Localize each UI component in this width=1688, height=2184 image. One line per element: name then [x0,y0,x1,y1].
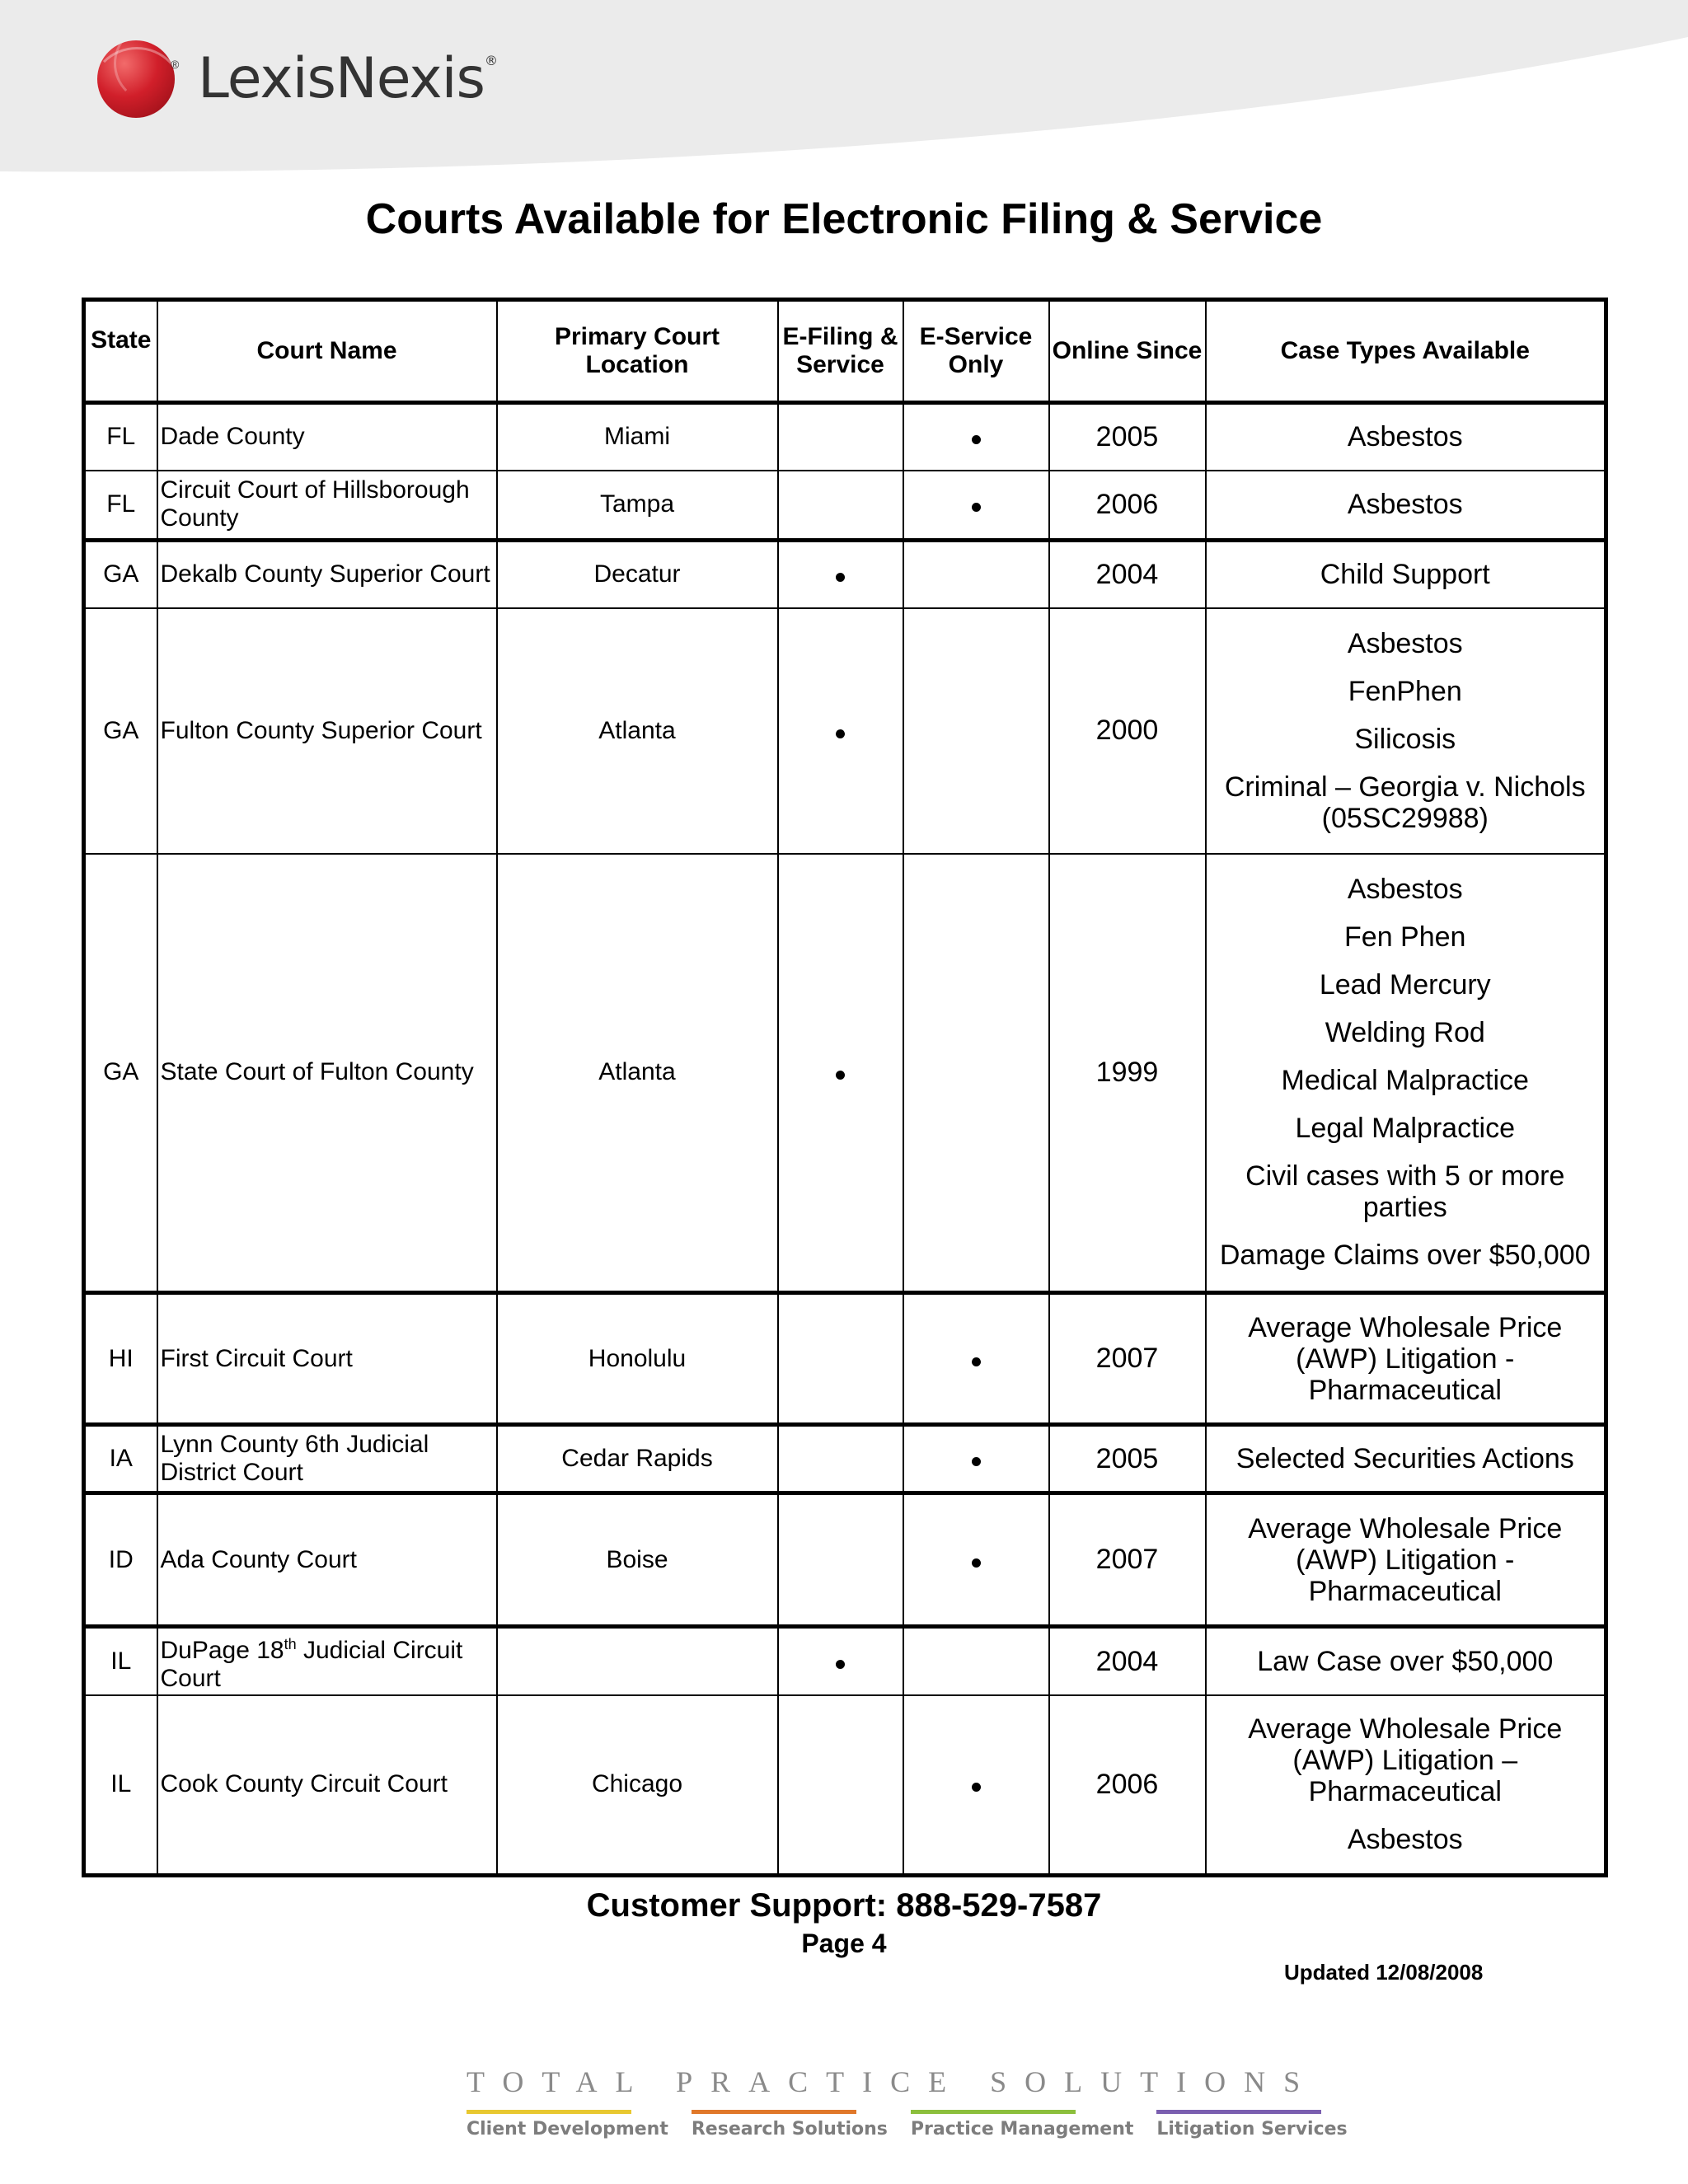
case-type: Silicosis [1354,723,1456,755]
bullet-icon [972,1457,981,1466]
table-row [84,1493,1606,1627]
cell-court-name: Cook County Circuit Court [157,1695,497,1875]
cell-online-since: 2006 [1049,471,1206,541]
cell-online-since: 2000 [1049,608,1206,854]
cell-location: Cedar Rapids [497,1425,778,1493]
case-type: Asbestos [1347,1824,1463,1856]
bullet-icon [836,573,845,582]
cell-state: FL [84,403,157,471]
cell-eservice [903,403,1049,471]
cell-court-name: First Circuit Court [157,1293,497,1425]
case-type: Damage Claims over $50,000 [1219,1240,1591,1272]
cell-eservice [903,1627,1049,1696]
bullet-icon [836,729,845,738]
cell-online-since: 2005 [1049,1425,1206,1493]
column-header-online-since: Online Since [1049,300,1206,403]
total-practice-solutions-wordmark: TOTAL PRACTICE SOLUTIONS [467,2065,1319,2098]
tps-label: Practice Management [910,2119,1134,2139]
logo-wordmark: LexisNexis® [198,46,497,111]
cell-court-name: State Court of Fulton County [157,854,497,1293]
cell-location [497,1627,778,1696]
cell-location: Atlanta [497,608,778,854]
cell-case-types [1206,471,1606,541]
case-type: Average Wholesale Price (AWP) Litigation - Pharmaceutical [1248,1512,1563,1607]
case-type: Asbestos [1347,489,1463,521]
cell-court-name: Fulton County Superior Court [157,608,497,854]
cell-eservice [903,541,1049,608]
cell-court-name: Ada County Court [157,1493,497,1627]
cell-court-name: Lynn County 6th Judicial District Court [157,1425,497,1493]
cell-case-types [1206,1627,1606,1696]
column-header-eservice-only: E-Service Only [903,300,1049,403]
cell-case-types [1206,1493,1606,1627]
bullet-icon [972,1783,981,1792]
table-row [84,608,1606,854]
cell-location: Tampa [497,471,778,541]
cell-location: Miami [497,403,778,471]
cell-case-types [1206,1293,1606,1425]
cell-online-since: 1999 [1049,854,1206,1293]
case-type: Legal Malpractice [1295,1113,1515,1145]
column-header-primary-court-location: Primary Court Location [497,300,778,403]
cell-case-types [1206,541,1606,608]
tps-litigation-services [1156,2110,1347,2139]
cell-state: GA [84,541,157,608]
table-row [84,1695,1606,1875]
tps-research-solutions [692,2110,888,2139]
case-type: Asbestos [1347,874,1463,906]
cell-eservice [903,1493,1049,1627]
column-header-court-name: Court Name [157,300,497,403]
cell-online-since: 2004 [1049,1627,1206,1696]
case-type: Medical Malpractice [1281,1065,1529,1097]
cell-case-types [1206,1695,1606,1875]
tps-color-bar [467,2110,631,2114]
table-header-row [84,300,1606,403]
bullet-icon [972,1357,981,1366]
cell-state: IL [84,1695,157,1875]
tps-label: Research Solutions [691,2119,888,2139]
case-type: Selected Securities Actions [1236,1443,1574,1474]
bullet-icon [972,1558,981,1568]
cell-court-name: DuPage 18th Judicial Circuit Court [157,1627,497,1696]
tps-practice-management [911,2110,1133,2139]
cell-state: ID [84,1493,157,1627]
column-header-efiling-service: E-Filing & Service [778,300,903,403]
cell-court-name: Dade County [157,403,497,471]
cell-eservice [903,1293,1049,1425]
logo-globe-registered-mark: ® [171,58,180,71]
cell-state: FL [84,471,157,541]
cell-eservice [903,608,1049,854]
page-number: Page 4 [801,1929,887,1958]
table-row [84,471,1606,541]
tps-color-bar [911,2110,1076,2114]
cell-efiling [778,541,903,608]
tps-color-bar [692,2110,856,2114]
cell-court-name: Dekalb County Superior Court [157,541,497,608]
cell-state: HI [84,1293,157,1425]
cell-location: Chicago [497,1695,778,1875]
case-type: Asbestos [1347,627,1463,659]
case-type: Civil cases with 5 or more parties [1245,1160,1565,1224]
cell-case-types [1206,608,1606,854]
table-row [84,541,1606,608]
tps-product-lines [467,2110,1348,2139]
cell-state: IL [84,1627,157,1696]
cell-eservice [903,471,1049,541]
tps-client-development [467,2110,668,2139]
cell-case-types [1206,403,1606,471]
cell-efiling [778,854,903,1293]
cell-state: IA [84,1425,157,1493]
cell-court-name: Circuit Court of Hillsborough County [157,471,497,541]
cell-efiling [778,471,903,541]
cell-efiling [778,403,903,471]
cell-state: GA [84,608,157,854]
table-row [84,1293,1606,1425]
cell-case-types [1206,1425,1606,1493]
case-type: Average Wholesale Price (AWP) Litigation – Pharmaceutical [1248,1713,1563,1808]
bullet-icon [972,503,981,512]
cell-eservice [903,1425,1049,1493]
bullet-icon [836,1071,845,1080]
case-type: Lead Mercury [1319,969,1491,1001]
case-type: FenPhen [1348,675,1462,707]
cell-efiling [778,608,903,854]
cell-location: Boise [497,1493,778,1627]
table-row [84,854,1606,1293]
cell-efiling [778,1425,903,1493]
cell-efiling [778,1493,903,1627]
cell-online-since: 2004 [1049,541,1206,608]
cell-online-since: 2007 [1049,1293,1206,1425]
cell-state: GA [84,854,157,1293]
cell-online-since: 2006 [1049,1695,1206,1875]
cell-efiling [778,1695,903,1875]
bullet-icon [836,1660,845,1669]
customer-support-line: Customer Support: 888-529-7587 [586,1887,1102,1924]
case-type: Criminal – Georgia v. Nichols (05SC29988) [1224,771,1586,834]
updated-date: Updated 12/08/2008 [1284,1960,1484,1985]
bullet-icon [972,435,981,444]
cell-eservice [903,854,1049,1293]
cell-location: Honolulu [497,1293,778,1425]
column-header-state: State [84,300,157,403]
cell-case-types [1206,854,1606,1293]
case-type: Law Case over $50,000 [1257,1646,1554,1677]
tps-color-bar [1156,2110,1321,2114]
lexisnexis-logo [97,40,497,118]
cell-online-since: 2007 [1049,1493,1206,1627]
cell-location: Atlanta [497,854,778,1293]
lexisnexis-globe-icon [97,40,175,118]
courts-table [82,298,1608,1877]
tps-label: Litigation Services [1156,2119,1348,2139]
case-type: Fen Phen [1344,921,1466,954]
table-row [84,403,1606,471]
case-type: Average Wholesale Price (AWP) Litigation - Pharmaceutical [1248,1311,1563,1406]
table-row [84,1627,1606,1696]
cell-efiling [778,1627,903,1696]
case-type: Asbestos [1347,421,1463,453]
case-type: Welding Rod [1325,1017,1485,1049]
cell-online-since: 2005 [1049,403,1206,471]
cell-eservice [903,1695,1049,1875]
cell-efiling [778,1293,903,1425]
page-title: Courts Available for Electronic Filing & Service [365,195,1323,243]
table-row [84,1425,1606,1493]
case-type: Child Support [1320,559,1490,591]
tps-label: Client Development [467,2119,668,2139]
cell-location: Decatur [497,541,778,608]
column-header-case-types: Case Types Available [1206,300,1606,403]
